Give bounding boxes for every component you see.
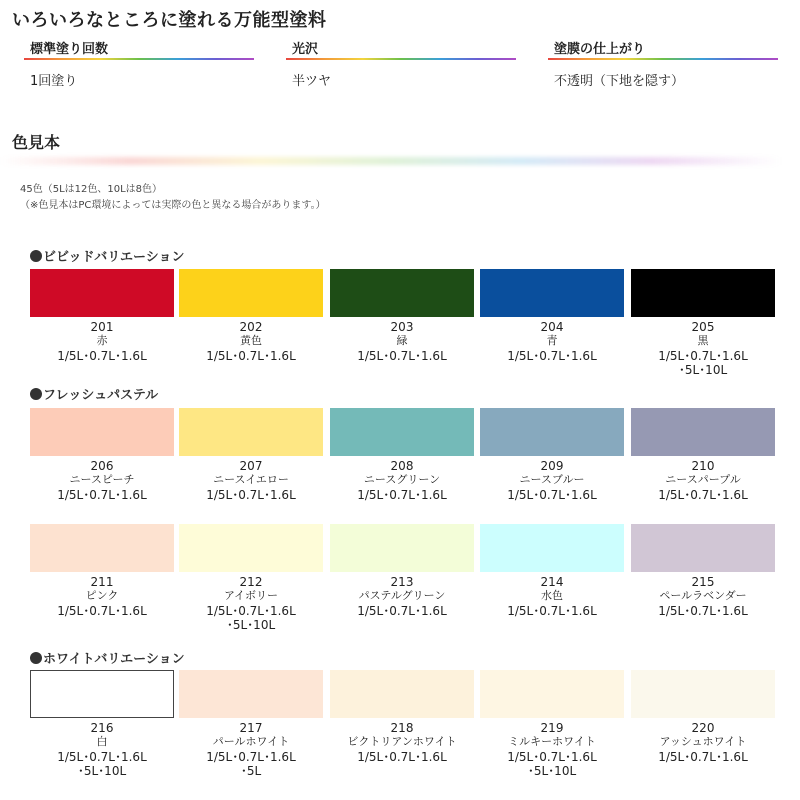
swatch-color-block	[179, 670, 323, 718]
color-name: 黄色	[240, 334, 262, 347]
available-sizes: 1/5L･0.7L･1.6L	[658, 750, 748, 764]
group-title-fresh-pastel	[30, 384, 158, 403]
swatch-color-block	[30, 524, 174, 572]
color-swatch-214	[480, 524, 624, 618]
color-code: 216	[90, 721, 114, 735]
color-name: 白	[96, 735, 108, 748]
available-sizes: 1/5L･0.7L･1.6L	[507, 488, 597, 502]
color-code: 213	[390, 575, 414, 589]
swatch-color-block	[480, 408, 624, 456]
color-swatch-209	[480, 408, 624, 502]
available-sizes: 1/5L･0.7L･1.6L	[57, 349, 147, 363]
color-name: ミルキーホワイト	[508, 735, 596, 748]
color-name: ニースパープル	[665, 473, 741, 486]
spec-value: 1回塗り	[30, 74, 78, 89]
color-swatch-202	[179, 269, 323, 363]
swatch-color-block	[480, 524, 624, 572]
group-title-vivid	[30, 246, 184, 265]
swatch-color-block	[30, 670, 174, 718]
color-name: ニースグリーン	[363, 473, 441, 486]
color-swatch-206	[30, 408, 174, 502]
swatch-color-block	[179, 408, 323, 456]
color-name: パステルグリーン	[358, 589, 446, 602]
color-code: 218	[390, 721, 414, 735]
color-name: ペールラベンダー	[659, 589, 747, 602]
color-code: 212	[239, 575, 263, 589]
available-sizes: 1/5L･0.7L･1.6L	[357, 349, 447, 363]
available-sizes: 1/5L･0.7L･1.6L	[206, 488, 296, 502]
available-sizes: 1/5L･0.7L･1.6L	[57, 604, 147, 618]
swatch-color-block	[330, 269, 474, 317]
color-code: 204	[540, 320, 564, 334]
color-swatch-220	[631, 670, 775, 764]
color-name: 青	[546, 334, 558, 347]
swatch-color-block	[330, 670, 474, 718]
available-sizes: 1/5L･0.7L･1.6L	[507, 349, 597, 363]
color-swatch-207	[179, 408, 323, 502]
available-sizes: 1/5L･0.7L･1.6L	[507, 604, 597, 618]
spec-coats	[24, 38, 254, 89]
swatch-color-block	[480, 670, 624, 718]
color-swatch-208	[330, 408, 474, 502]
color-code: 217	[239, 721, 263, 735]
color-name: アイボリー	[223, 589, 278, 602]
color-name: 水色	[541, 589, 563, 602]
color-code: 205	[691, 320, 715, 334]
color-swatch-212	[179, 524, 323, 632]
available-sizes: 1/5L･0.7L･1.6L	[658, 604, 748, 618]
available-sizes: 1/5L･0.7L･1.6L ･5L･10L	[507, 750, 597, 778]
swatch-color-block	[179, 269, 323, 317]
group-title-white	[30, 648, 185, 667]
color-name: 黒	[697, 334, 709, 347]
color-swatch-205	[631, 269, 775, 377]
color-swatch-201	[30, 269, 174, 363]
swatch-color-block	[631, 269, 775, 317]
color-count-note: 45色（5Lは12色、10Lは8色）	[20, 184, 163, 195]
available-sizes: 1/5L･0.7L･1.6L ･5L･10L	[57, 750, 147, 778]
swatch-color-block	[330, 408, 474, 456]
color-code: 210	[691, 459, 715, 473]
color-swatch-216	[30, 670, 174, 778]
color-code: 202	[239, 320, 263, 334]
color-swatch-211	[30, 524, 174, 618]
color-swatch-213	[330, 524, 474, 618]
color-name: ニースピーチ	[69, 473, 135, 486]
color-name: 緑	[396, 334, 408, 347]
rainbow-divider	[548, 58, 778, 60]
available-sizes: 1/5L･0.7L･1.6L	[357, 604, 447, 618]
color-swatch-210	[631, 408, 775, 502]
available-sizes: 1/5L･0.7L･1.6L	[357, 488, 447, 502]
bullet-icon	[30, 250, 42, 262]
spec-value: 半ツヤ	[292, 74, 332, 89]
color-name: ニースイエロー	[213, 473, 289, 486]
color-name: ニースブルー	[519, 473, 585, 486]
available-sizes: 1/5L･0.7L･1.6L	[206, 349, 296, 363]
color-disclaimer-note: （※色見本はPC環境によっては実際の色と異なる場合があります。）	[20, 200, 326, 211]
color-code: 207	[239, 459, 263, 473]
swatch-color-block	[330, 524, 474, 572]
color-name: ピンク	[85, 589, 119, 602]
color-code: 203	[390, 320, 414, 334]
color-code: 219	[540, 721, 564, 735]
rainbow-divider	[286, 58, 516, 60]
swatch-color-block	[30, 269, 174, 317]
available-sizes: 1/5L･0.7L･1.6L ･5L･10L	[206, 604, 296, 632]
color-swatch-204	[480, 269, 624, 363]
color-code: 206	[90, 459, 114, 473]
spec-finish	[548, 38, 778, 89]
available-sizes: 1/5L･0.7L･1.6L	[57, 488, 147, 502]
spec-label: 標準塗り回数	[30, 42, 109, 57]
swatch-color-block	[631, 524, 775, 572]
color-name: ビクトリアンホワイト	[347, 735, 457, 748]
color-swatch-203	[330, 269, 474, 363]
swatch-color-block	[480, 269, 624, 317]
page-title: いろいろなところに塗れる万能型塗料	[12, 10, 327, 31]
color-swatch-218	[330, 670, 474, 764]
section-divider	[0, 157, 782, 165]
swatch-color-block	[179, 524, 323, 572]
color-name: パールホワイト	[212, 735, 290, 748]
color-code: 209	[540, 459, 564, 473]
group-title-label: フレッシュパステル	[43, 388, 159, 403]
spec-value: 不透明（下地を隠す）	[554, 74, 685, 89]
spec-gloss	[286, 38, 516, 89]
color-name: 赤	[96, 334, 108, 347]
group-title-label: ホワイトバリエーション	[43, 652, 185, 667]
section-title: 色見本	[12, 133, 61, 152]
color-code: 211	[90, 575, 114, 589]
color-code: 214	[540, 575, 564, 589]
group-title-label: ビビッドバリエーション	[43, 250, 185, 265]
color-code: 201	[90, 320, 114, 334]
bullet-icon	[30, 388, 42, 400]
color-code: 220	[691, 721, 715, 735]
spec-label: 塗膜の仕上がり	[554, 42, 646, 57]
swatch-color-block	[631, 670, 775, 718]
color-code: 208	[390, 459, 414, 473]
available-sizes: 1/5L･0.7L･1.6L	[658, 488, 748, 502]
spec-label: 光沢	[292, 42, 319, 57]
color-code: 215	[691, 575, 715, 589]
color-name: アッシュホワイト	[659, 735, 747, 748]
rainbow-divider	[24, 58, 254, 60]
available-sizes: 1/5L･0.7L･1.6L ･5L	[206, 750, 296, 778]
available-sizes: 1/5L･0.7L･1.6L	[357, 750, 447, 764]
color-swatch-217	[179, 670, 323, 778]
color-swatch-215	[631, 524, 775, 618]
available-sizes: 1/5L･0.7L･1.6L ･5L･10L	[658, 349, 748, 377]
swatch-color-block	[631, 408, 775, 456]
color-swatch-219	[480, 670, 624, 778]
swatch-color-block	[30, 408, 174, 456]
bullet-icon	[30, 652, 42, 664]
